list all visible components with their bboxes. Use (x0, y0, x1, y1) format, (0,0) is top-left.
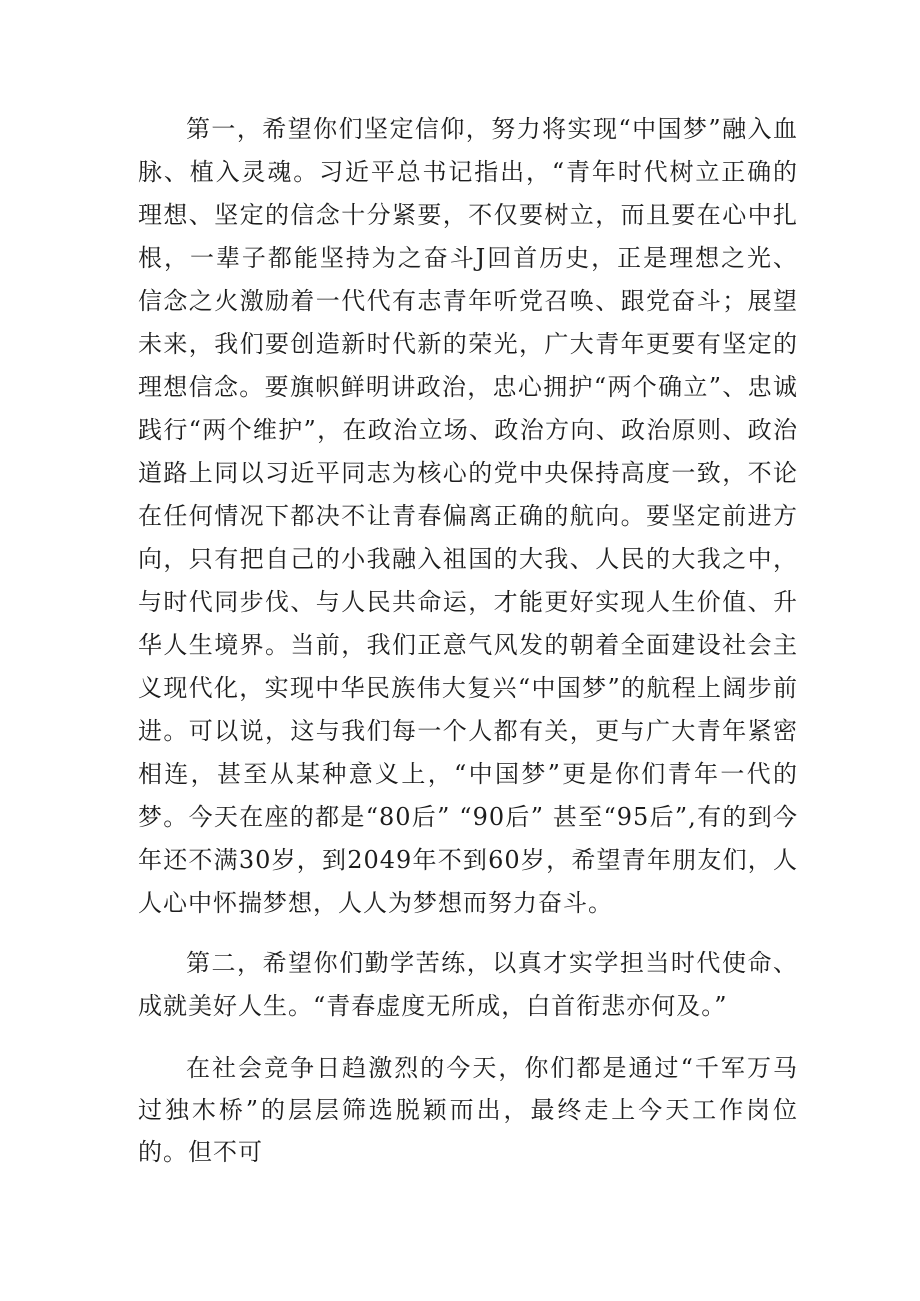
paragraph-first-hope: 第一，希望你们坚定信仰，努力将实现“中国梦”融入血脉、植入灵魂。习近平总书记指出，“青年时代树立正确的理想、坚定的信念十分紧要，不仅要树立，而且要在心中扎根，一辈子都能坚持为之奋斗J回首历史，正是理想之光、信念之火激励着一代代有志青年听党召唤、跟党奋斗；展望未来，我们要创造新时代新的荣光，广大青年更要有坚定的理想信念。要旗帜鲜明讲政治，忠心拥护“两个确立”、忠诚践行“两个维护”，在政治立场、政治方向、政治原则、政治道路上同以习近平同志为核心的党中央保持高度一致，不论在任何情况下都决不让青春偏离正确的航向。要坚定前进方向，只有把自己的小我融入祖国的大我、人民的大我之中，与时代同步伐、与人民共命运，才能更好实现人生价值、升华人生境界。当前，我们正意气风发的朝着全面建设社会主义现代化，实现中华民族伟大复兴“中国梦”的航程上阔步前进。可以说，这与我们每一个人都有关，更与广大青年紧密相连，甚至从某种意义上，“中国梦”更是你们青年一代的梦。今天在座的都是“80后” “90后” 甚至“95后”,有的到今年还不满30岁，到2049年不到60岁，希望青年朋友们，人人心中怀揣梦想，人人为梦想而努力奋斗。 (138, 115, 798, 917)
paragraph-competition: 在社会竞争日趋激烈的今天，你们都是通过“千军万马过独木桥”的层层筛选脱颖而出，最终走上今天工作岗位的。但不可 (138, 1054, 798, 1166)
paragraph-second-hope: 第二，希望你们勤学苦练，以真才实学担当时代使命、成就美好人生。“青春虚度无所成，白首衔悲亦何及。” (138, 949, 798, 1020)
document-body (138, 108, 798, 1173)
